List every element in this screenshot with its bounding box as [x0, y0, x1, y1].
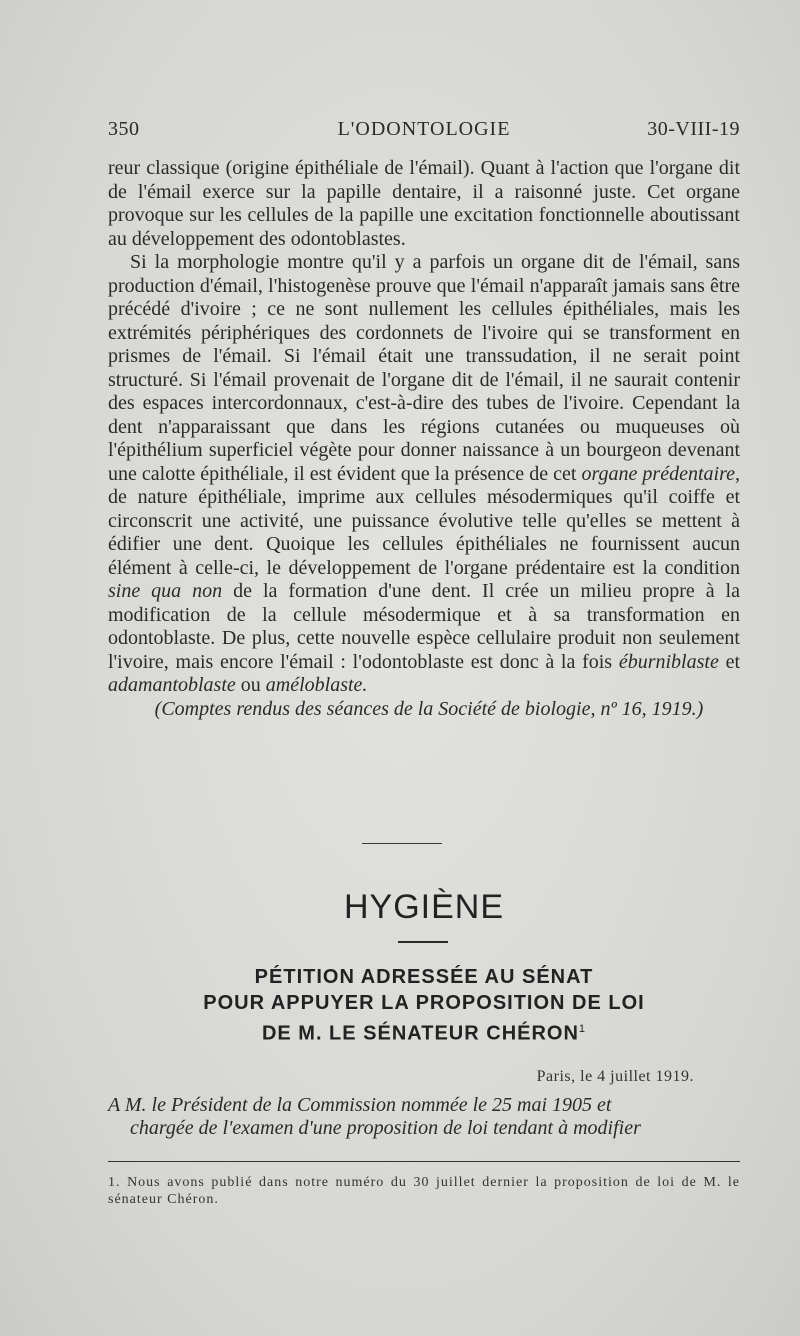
dateline: Paris, le 4 juillet 1919.	[536, 1068, 694, 1085]
petition-line-3-text: DE M. LE SÉNATEUR CHÉRON	[261, 1022, 579, 1045]
section-title: HYGIÈNE	[343, 888, 505, 926]
title-underline	[398, 941, 448, 943]
term-ameloblaste: améloblaste.	[265, 674, 368, 696]
term-sine-qua-non: sine qua non	[108, 580, 223, 602]
footnote-marker: 1	[578, 1023, 587, 1035]
petition-heading	[108, 964, 740, 1047]
term-eburniblaste: éburniblaste	[618, 650, 719, 673]
footnote-rule	[108, 1161, 740, 1162]
petition-line-3	[108, 1016, 740, 1047]
petition-line-2: POUR APPUYER LA PROPOSITION DE LOI	[203, 992, 645, 1014]
issue-date: 30-VIII-19	[647, 118, 740, 140]
term-organe-predentaire: organe prédentaire	[581, 462, 735, 485]
paragraph-1: reur classique (origine épithéliale de l'émail). Quant à l'action que l'organe dit de l'émail exerce sur la papille dentaire, il a raisonné juste. Cet organe provoque sur les cellules de la papille une excitation fonctionnelle aboutissant au développement des odontoblastes.	[108, 157, 740, 250]
paragraph-2-part-b: , de nature épithéliale, imprime aux cellules mésodermiques qu'il coiffe et circonscrit une activité, une puissance évolutive telle qu'elles se mettent à édifier une dent. Quoique les cellules épithéliales ne fournissent aucun élément à celle-ci, le développement de l'organe prédentaire est la condition	[108, 462, 740, 579]
page-number: 350	[108, 118, 140, 140]
paragraph-2-part-a: Si la morphologie montre qu'il y a parfois un organe dit de l'émail, sans production d'émail, l'histogenèse prouve que l'émail n'apparaît jamais sans être précédé d'ivoire ; ce ne sont nullement les cellules épithéliales, mais les extrémités périphériques des cordonnets de l'ivoire qui se transforment en prismes de l'émail. Si l'émail était une transsudation, il ne serait point structuré. Si l'émail provenait de l'organe dit de l'émail, il ne saurait contenir des espaces intercordonnaux, c'est-à-dire des tubes de l'ivoire. Cependant la dent n'apparaissant que dans les régions cutanées ou muqueuses où l'épithélium superficiel végète pour donner naissance à un bourgeon devenant une calotte épithéliale, il est évident que la présence de cet	[108, 251, 740, 485]
citation: (Comptes rendus des séances de la Société de biologie, nº 16, 1919.)	[154, 697, 704, 720]
term-adamantoblaste: adamantoblaste	[108, 674, 236, 696]
address-line-2: chargée de l'examen d'une proposition de loi tendant à modifier	[130, 1117, 641, 1139]
running-header	[108, 118, 740, 144]
paragraph-2	[108, 251, 740, 698]
section-divider	[362, 843, 442, 844]
paragraph-2-part-e: ou	[240, 674, 261, 696]
petition-line-1: PÉTITION ADRESSÉE AU SÉNAT	[254, 966, 594, 988]
footnote: 1. Nous avons publié dans notre numéro du 30 juillet dernier la proposition de loi de M. le sénateur Chéron.	[108, 1175, 740, 1207]
address	[108, 1094, 740, 1140]
article-body	[108, 157, 740, 721]
paragraph-2-part-c: de la formation d'une dent. Il crée un milieu propre à la modification de la cellule mésodermique et à sa transformation en odontoblaste. De plus, cette nouvelle espèce cellulaire produit non seulement l'ivoire, mais encore l'émail : l'odontoblaste est donc à la fois	[108, 580, 740, 673]
address-line-1: A M. le Président de la Commission nommée le 25 mai 1905 et	[108, 1094, 612, 1116]
paragraph-2-part-d: et	[725, 650, 740, 673]
journal-title: L'ODONTOLOGIE	[337, 118, 511, 140]
